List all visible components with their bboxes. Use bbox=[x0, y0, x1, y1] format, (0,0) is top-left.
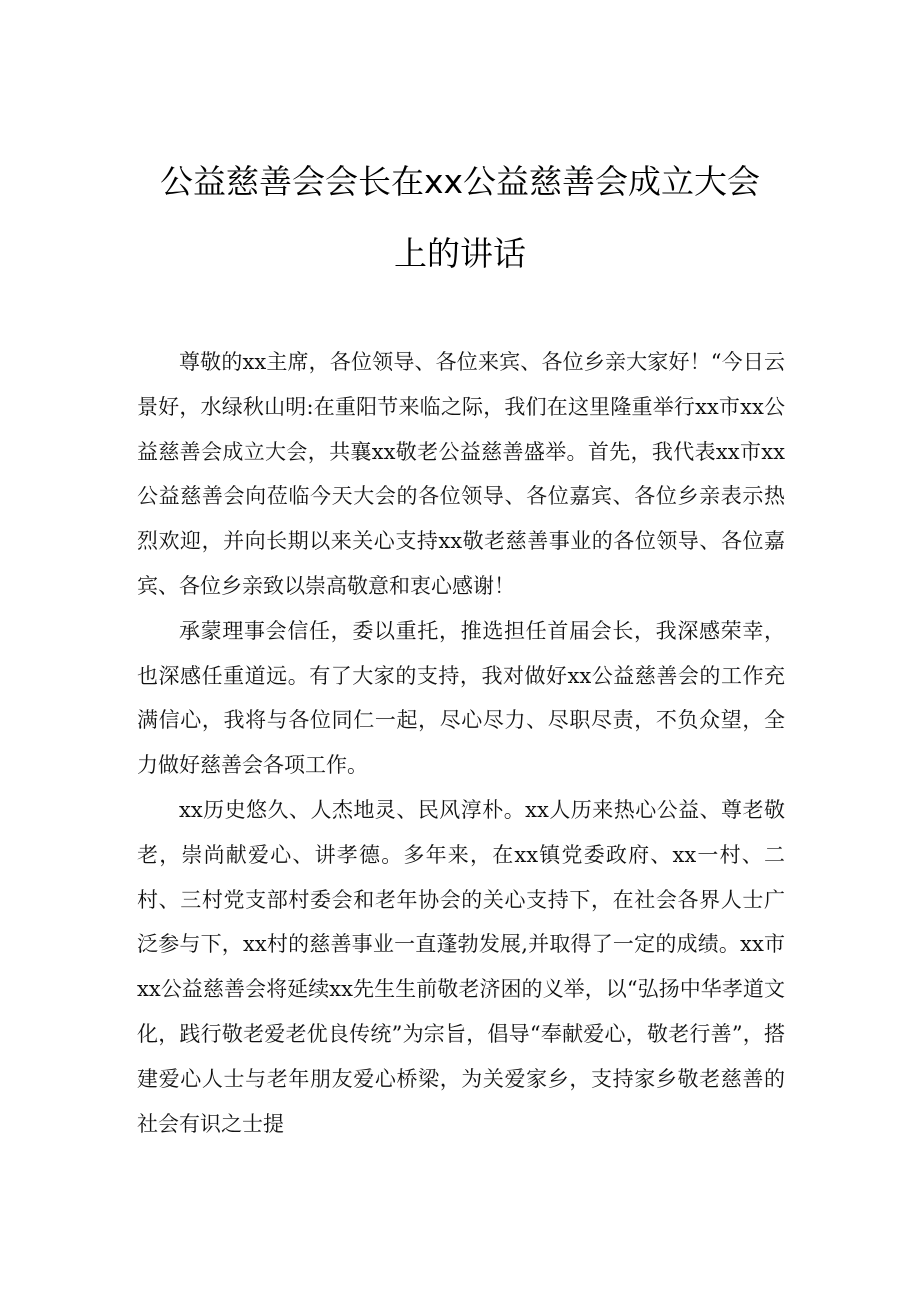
document-title-line-2: 上的讲话 bbox=[394, 234, 526, 273]
paragraph-greeting: 尊敬的xx主席，各位领导、各位来宾、各位乡亲大家好！“今日云景好，水绿秋山明:在重阳节来临之际，我们在这里隆重举行xx市xx公益慈善会成立大会，共襄xx敬老公益慈善盛举。首先，我代表xx市xx公益慈善会向莅临今天大会的各位领导、各位嘉宾、各位乡亲表示热烈欢迎，并向长期以来关心支持xx敬老慈善事业的各位领导、各位嘉宾、各位乡亲致以崇高敬意和衷心感谢！ bbox=[137, 350, 785, 598]
paragraph-history: xx历史悠久、人杰地灵、民风淳朴。xx人历来热心公益、尊老敬老，崇尚献爱心、讲孝德。多年来，在xx镇党委政府、xx一村、二村、三村党支部村委会和老年协会的关心支持下，在社会各界人士广泛参与下，xx村的慈善事业一直蓬勃发展,并取得了一定的成绩。xx市xx公益慈善会将延续xx先生生前敬老济困的义举，以“弘扬中华孝道文化，践行敬老爱老优良传统”为宗旨，倡导“奉献爱心，敬老行善”，搭建爱心人士与老年朋友爱心桥梁，为关爱家乡，支持家乡敬老慈善的社会有识之士提 bbox=[137, 797, 785, 1136]
paragraph-acceptance: 承蒙理事会信任，委以重托，推选担任首届会长，我深感荣幸，也深感任重道远。有了大家的支持，我对做好xx公益慈善会的工作充满信心，我将与各位同仁一起，尽心尽力、尽职尽责，不负众望，全力做好慈善会各项工作。 bbox=[137, 618, 785, 778]
document-title-line-1: 公益慈善会会长在xx公益慈善会成立大会 bbox=[159, 162, 761, 201]
document-body bbox=[137, 340, 785, 1146]
